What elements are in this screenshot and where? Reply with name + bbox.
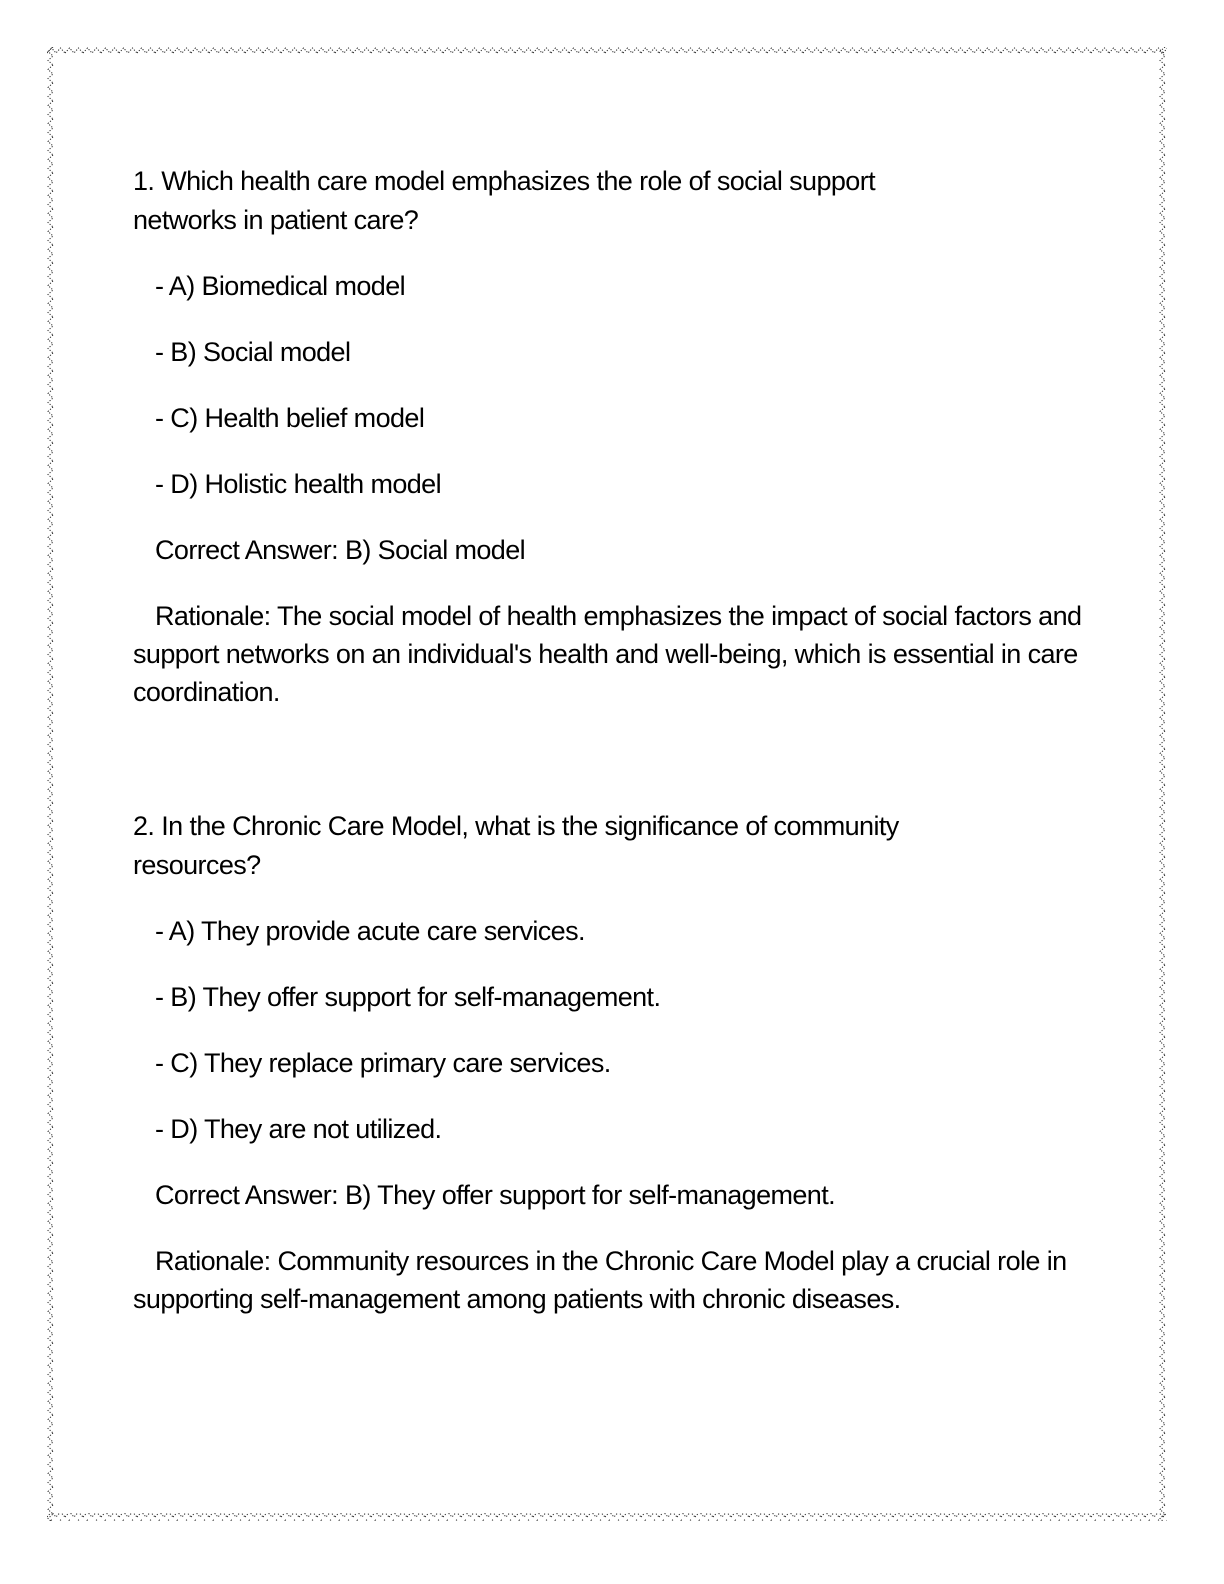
answer-option-c: - C) Health belief model [155, 403, 425, 433]
question-text: 2. In the Chronic Care Model, what is the significance of community [133, 811, 899, 841]
rationale: Rationale: Community resources in the Chronic Care Model play a crucial role in supporting self-management among patients with chronic diseases. [133, 1246, 1067, 1314]
answer-option-d: - D) Holistic health model [155, 469, 442, 499]
answer-option-d: - D) They are not utilized. [155, 1114, 442, 1144]
question-text: resources? [133, 850, 261, 880]
question-block-2 [133, 807, 1093, 1318]
question-text: 1. Which health care model emphasizes the role of social support [133, 166, 876, 196]
question-text: networks in patient care? [133, 205, 419, 235]
answer-option-a: - A) They provide acute care services. [155, 916, 585, 946]
answer-option-a: - A) Biomedical model [155, 271, 406, 301]
rationale: Rationale: The social model of health emphasizes the impact of social factors and support networks on an individual's health and well-being, which is essential in care coordination. [133, 601, 1082, 707]
answer-option-c: - C) They replace primary care services. [155, 1048, 611, 1078]
answer-option-b: - B) They offer support for self-management. [155, 982, 661, 1012]
correct-answer: Correct Answer: B) They offer support for self-management. [155, 1180, 836, 1210]
question-block-1 [133, 162, 1093, 711]
correct-answer: Correct Answer: B) Social model [155, 535, 526, 565]
answer-option-b: - B) Social model [155, 337, 351, 367]
spacer [133, 711, 1093, 807]
quiz-content [133, 162, 1093, 1318]
